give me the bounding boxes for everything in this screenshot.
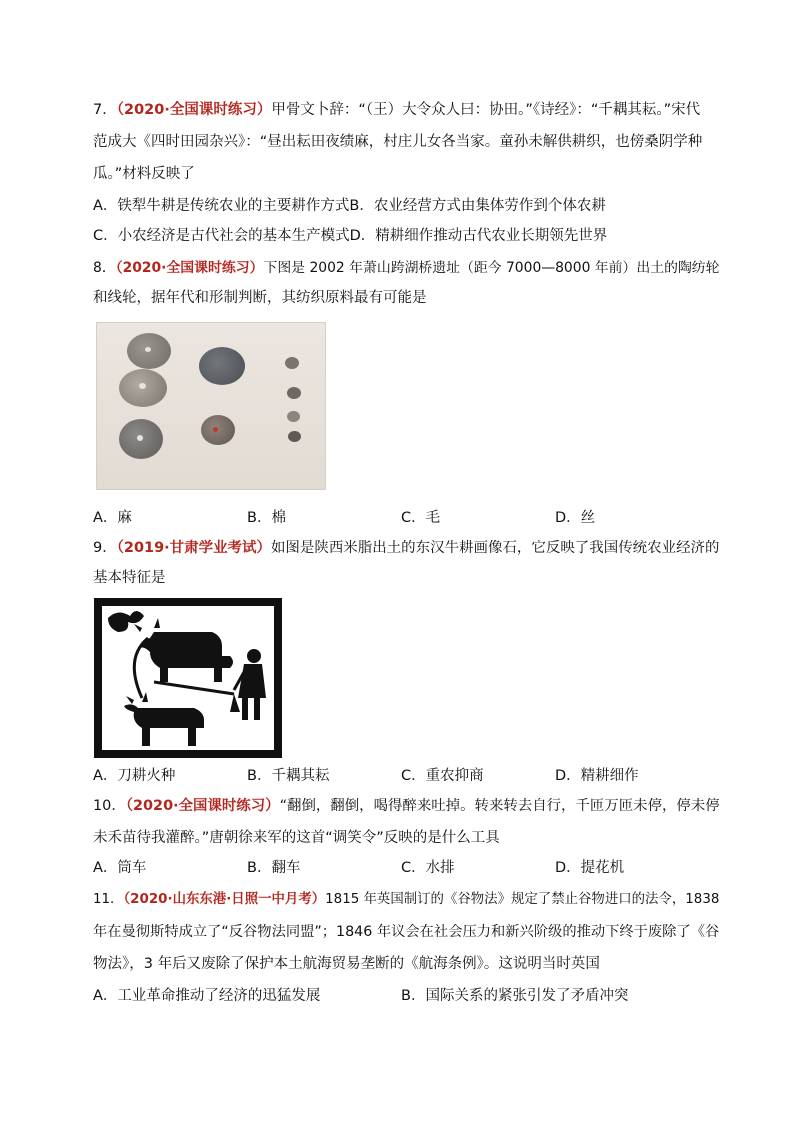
q10-number: 10． — [93, 798, 126, 814]
q10-option-a[interactable]: A．筒车 — [93, 860, 147, 876]
q10-option-c[interactable]: C．水排 — [401, 860, 455, 876]
whorl-4 — [199, 347, 245, 385]
q10-option-d[interactable]: D．提花机 — [555, 860, 625, 876]
q9-option-b[interactable]: B．千耦其耘 — [247, 768, 330, 784]
q9-option-a[interactable]: A．刀耕火种 — [93, 768, 176, 784]
q8-source: （2020·全国课时练习） — [115, 260, 264, 276]
q9-option-d[interactable]: D．精耕细作 — [555, 768, 639, 784]
q8-text-1: 下图是 2002 年萧山跨湖桥遗址（距今 7000—8000 年前）出土的陶纺轮 — [263, 260, 720, 276]
q11-line-3: 物法》，3 年后又废除了保护本土航海贸易垄断的《航海条例》。这说明当时英国 — [93, 956, 600, 972]
q10-option-b[interactable]: B．翻车 — [247, 860, 301, 876]
q7-line-2: 范成大《四时田园杂兴》：“昼出耘田夜绩麻，村庄儿女各当家。童孙未解供耕织，也傍桑阴学种 — [93, 134, 703, 150]
q11-option-b[interactable]: B．国际关系的紧张引发了矛盾冲突 — [401, 988, 629, 1004]
q8-line-1 — [93, 258, 720, 278]
q7-line-1 — [93, 100, 700, 120]
spindle-whorl-photo — [96, 322, 326, 490]
q9-option-c[interactable]: C．重农抑商 — [401, 768, 484, 784]
q8-option-b[interactable]: B．棉 — [247, 510, 286, 526]
q8-number: 8． — [93, 260, 116, 276]
q8-option-d[interactable]: D．丝 — [555, 510, 596, 526]
q11-number: 11． — [93, 892, 124, 907]
ox-plowing-stone-relief — [94, 598, 282, 758]
whorl-hole-1 — [145, 347, 151, 352]
bead-4 — [288, 431, 301, 442]
q10-source: （2020·全国课时练习） — [125, 798, 280, 814]
q7-options-1: A．铁犁牛耕是传统农业的主要耕作方式B．农业经营方式由集体劳作到个体农耕 — [93, 198, 606, 214]
q8-option-c[interactable]: C．毛 — [401, 510, 441, 526]
q10-line-2: 未禾苗待我灌醉。”唐朝徐来军的这首“调笑令”反映的是什么工具 — [93, 830, 500, 846]
q8-option-a[interactable]: A．麻 — [93, 510, 132, 526]
q9-line-1 — [93, 538, 720, 558]
q9-source: （2019·甘肃学业考试） — [116, 540, 271, 556]
q7-options-2: C．小农经济是古代社会的基本生产模式D．精耕细作推动古代农业长期领先世界 — [93, 228, 608, 244]
q7-source: （2020·全国课时练习） — [116, 102, 272, 118]
q9-number: 9． — [93, 540, 117, 556]
q7-number: 7． — [93, 102, 117, 118]
whorl-hole-2 — [139, 383, 146, 389]
q7-line-3: 瓜。”材料反映了 — [93, 166, 195, 182]
q9-text-1: 如图是陕西米脂出土的东汉牛耕画像石，它反映了我国传统农业经济的 — [270, 540, 720, 556]
q11-option-a[interactable]: A．工业革命推动了经济的迅猛发展 — [93, 988, 321, 1004]
whorl-mark — [213, 427, 218, 432]
q11-text-1: 1815 年英国制订的《谷物法》规定了禁止谷物进口的法令，1838 — [325, 892, 720, 907]
q8-line-2: 和线轮，据年代和形制判断，其纺织原料最有可能是 — [93, 290, 427, 306]
whorl-5 — [201, 415, 235, 445]
q10-line-1 — [93, 796, 720, 816]
bead-3 — [287, 411, 300, 422]
whorl-hole-3 — [137, 435, 143, 441]
q11-line-2: 年在曼彻斯特成立了“反谷物法同盟”；1846 年议会在社会压力和新兴阶级的推动下终于废除了《谷 — [93, 924, 720, 940]
q11-line-1 — [93, 890, 719, 910]
bead-1 — [285, 357, 299, 369]
q9-line-2: 基本特征是 — [93, 570, 166, 586]
bead-2 — [287, 387, 301, 399]
q7-text-1: 甲骨文卜辞：“（王）大令众人曰：协田。”《诗经》：“千耦其耘。”宋代 — [271, 102, 701, 118]
q10-text-1: “翻倒，翻倒，喝得醉来吐掉。转来转去自行，千匝万匝未停，停未停 — [279, 798, 720, 814]
q11-source: （2020·山东东港·日照一中月考） — [123, 892, 326, 907]
